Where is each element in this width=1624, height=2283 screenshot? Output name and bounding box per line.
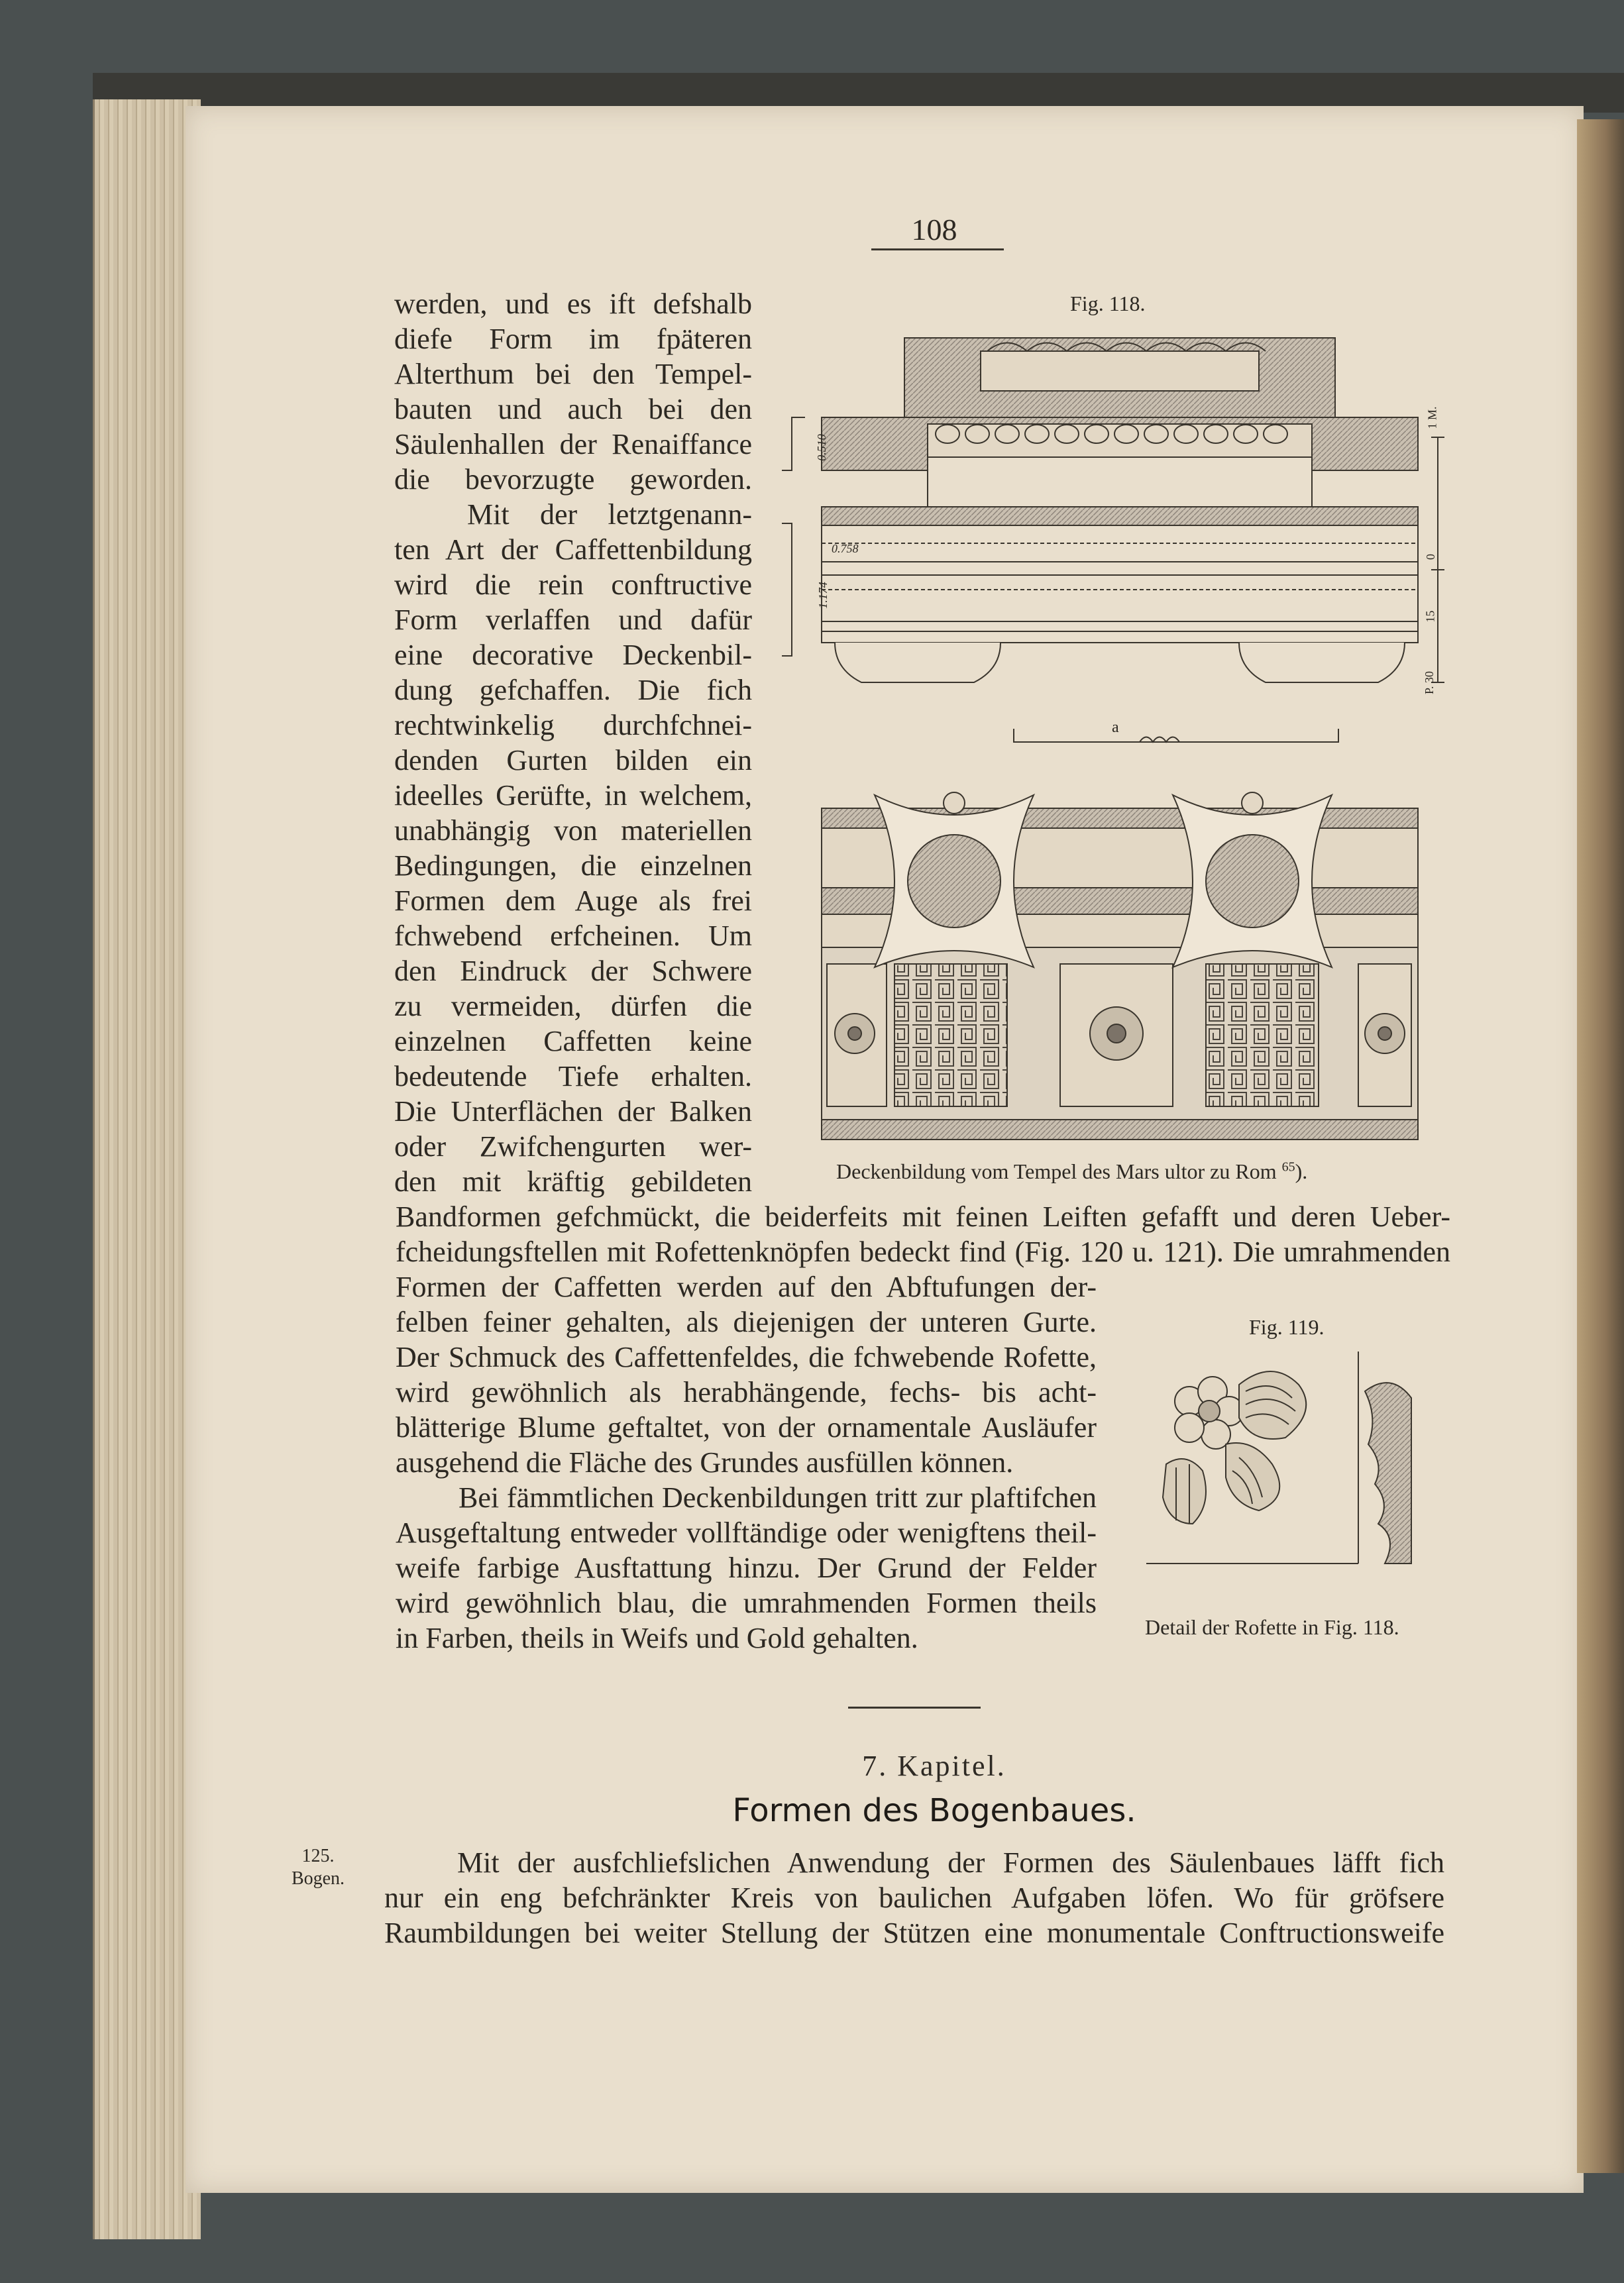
text-line: Die Unterflächen der Balken: [394, 1095, 752, 1128]
coffer-ceiling-view: [822, 792, 1418, 1140]
fig118-scale-15: 15: [1423, 610, 1437, 623]
text-line: blätterige Blume geftaltet, von der ornamentale Ausläufer: [396, 1411, 1097, 1444]
fig118-scale-1m: 1 M.: [1425, 406, 1439, 429]
margin-note-number: 125.: [301, 1846, 335, 1866]
fig118-caption-end: ).: [1295, 1159, 1308, 1183]
text-line: oder Zwifchengurten wer-: [394, 1130, 752, 1163]
text-line: fcheidungsftellen mit Rofettenknöpfen bedeckt find (Fig. 120 u. 121). Die umrahmenden: [396, 1236, 1450, 1268]
text-line: Formen dem Auge als frei: [394, 884, 752, 917]
text-line: rechtwinkelig durchfchnei-: [394, 709, 752, 741]
page-number-rule: [871, 248, 1004, 250]
text-line: wird die rein conftructive: [394, 568, 752, 601]
cornice-section: [782, 338, 1418, 742]
text-line: felben feiner gehalten, als diejenigen der unteren Gurte.: [396, 1306, 1097, 1338]
text-line: in Farben, theils in Weifs und Gold gehalten.: [396, 1622, 918, 1654]
fig118-dim-a: a: [1112, 719, 1119, 736]
text-line: zu vermeiden, dürfen die: [394, 990, 752, 1022]
body-full-width-1: [396, 1199, 1450, 1269]
body-column-middle: [396, 1269, 1097, 1656]
text-line: Form verlaffen und dafür: [394, 604, 752, 636]
fig118-caption: [836, 1159, 1307, 1184]
text-line: werden, und es ift defshalb: [394, 288, 752, 320]
scale-bar: [1431, 437, 1444, 682]
text-line: dung gefchaffen. Die fich: [394, 674, 752, 706]
facing-page-edge: [1577, 119, 1624, 2173]
text-line: den Eindruck der Schwere: [394, 955, 752, 987]
page-number: 108: [911, 213, 957, 246]
fig118-dim-0758: 0.758: [832, 542, 859, 555]
rosette-flower: [1175, 1377, 1244, 1449]
text-line: ten Art der Caffettenbildung: [394, 533, 752, 566]
text-line: Bei fämmtlichen Deckenbildungen tritt zur plaftifchen: [459, 1481, 1097, 1514]
text-line: Formen der Caffetten werden auf den Abftufungen der-: [396, 1271, 1097, 1303]
fig119-caption: Detail der Rofette in Fig. 118.: [1145, 1615, 1399, 1639]
text-line: wird gewöhnlich blau, die umrahmenden Formen theils: [396, 1587, 1097, 1619]
body-chapter-text: [384, 1845, 1444, 1950]
text-line: eine decorative Deckenbil-: [394, 639, 752, 671]
fig118-scale-p30: P. 30: [1423, 670, 1436, 695]
text-line: diefe Form im fpäteren: [394, 323, 752, 355]
text-line: bedeutende Tiefe erhalten.: [394, 1060, 752, 1092]
fig118-footnote-ref: 65: [1281, 1159, 1295, 1175]
text-line: fchwebend erfcheinen. Um: [394, 920, 752, 952]
text-line: ideelles Gerüfte, in welchem,: [394, 779, 752, 812]
fig118-scale-0: 0: [1424, 554, 1437, 560]
fig119-illustration: [1140, 1345, 1458, 1597]
fig118-dim-1174: 1.174: [816, 582, 830, 609]
body-column-left: [394, 286, 752, 1199]
chapter-title: Formen des Bogenbaues.: [732, 1792, 1136, 1829]
text-line: denden Gurten bilden ein: [394, 744, 752, 776]
chapter-number: 7. Kapitel.: [862, 1750, 1006, 1782]
text-line: nur ein eng befchränkter Kreis von baulichen Aufgaben löfen. Wo für gröfsere: [384, 1882, 1444, 1914]
text-line: weife farbige Ausftattung hinzu. Der Grund der Felder: [396, 1552, 1097, 1584]
text-line: Bedingungen, die einzelnen: [394, 849, 752, 882]
text-line: die bevorzugte geworden.: [394, 463, 752, 496]
text-line: unabhängig von materiellen: [394, 814, 752, 847]
text-line: wird gewöhnlich als herabhängende, fechs- bis acht-: [396, 1376, 1097, 1408]
fig118-label: Fig. 118.: [1070, 292, 1146, 315]
text-line: Säulenhallen der Renaiffance: [394, 428, 752, 460]
fig118-caption-text: Deckenbildung vom Tempel des Mars ultor zu Rom: [836, 1159, 1277, 1183]
text-line: ausgehend die Fläche des Grundes ausfüllen können.: [396, 1446, 1014, 1479]
text-line: den mit kräftig gebildeten: [394, 1165, 752, 1198]
page-edges: [93, 99, 201, 2239]
text-line: Ausgeftaltung entweder vollftändige oder wenigftens theil-: [396, 1516, 1097, 1549]
margin-note: [278, 1845, 358, 1890]
text-line: Bandformen gefchmückt, die beiderfeits mit feinen Leiften gefafft und deren Ueber-: [396, 1200, 1450, 1233]
text-line: bauten und auch bei den: [394, 393, 752, 425]
text-line: Der Schmuck des Caffettenfeldes, die fchwebende Rofette,: [396, 1341, 1097, 1373]
text-line: Mit der letztgenann-: [467, 498, 752, 531]
text-line: Raumbildungen bei weiter Stellung der Stützen eine monumentale Conftructionsweife: [384, 1917, 1444, 1949]
margin-note-label: Bogen.: [291, 1868, 345, 1889]
fig118-dim-0510: 0.510: [814, 434, 828, 461]
text-line: Mit der ausfchliefslichen Anwendung der Formen des Säulenbaues läfft fich: [457, 1846, 1444, 1879]
section-divider: [848, 1707, 981, 1709]
text-line: einzelnen Caffetten keine: [394, 1025, 752, 1057]
rosette-profile: [1365, 1383, 1411, 1564]
fig118-illustration: [775, 325, 1464, 1146]
fig119-label: Fig. 119.: [1249, 1315, 1325, 1339]
text-line: Alterthum bei den Tempel-: [394, 358, 752, 390]
